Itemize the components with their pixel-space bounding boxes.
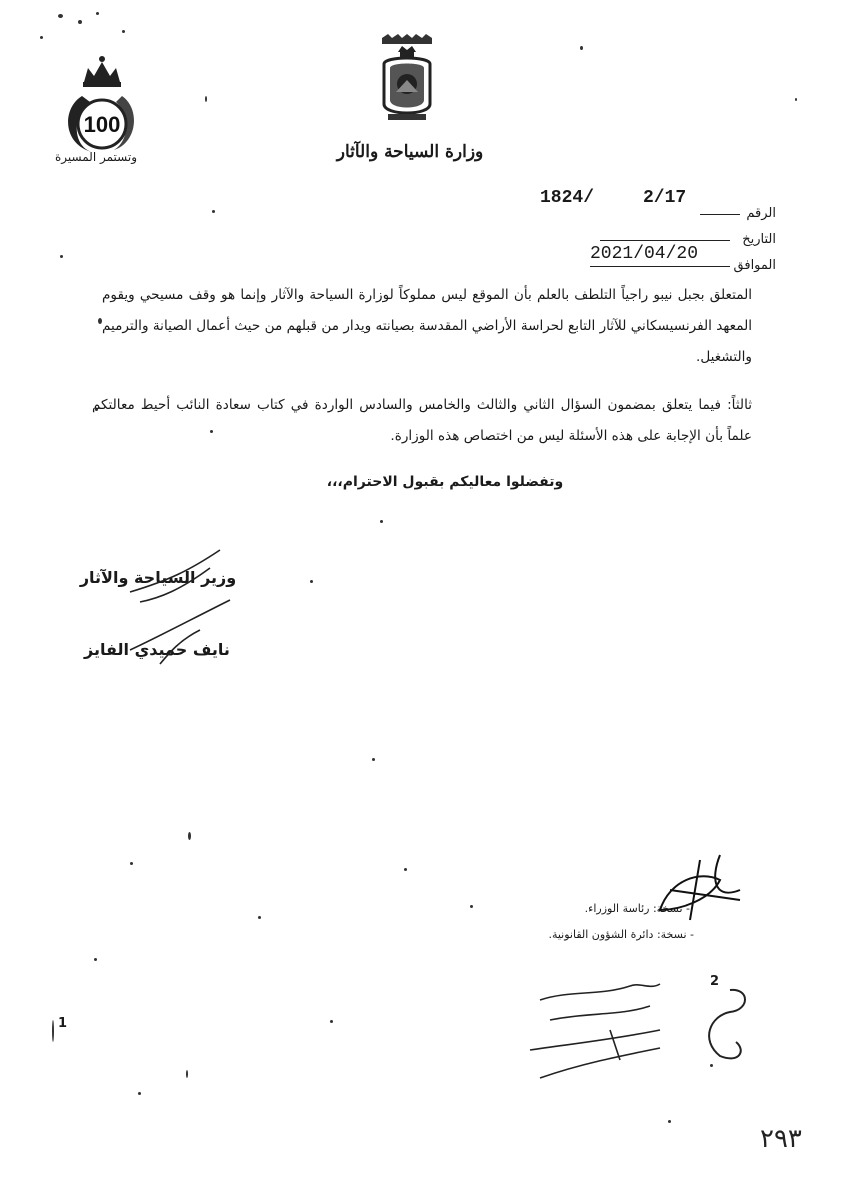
body-paragraph-1: المتعلق بجبل نيبو راجياً التلطف بالعلم بأن الموقع ليس مملوكاً لوزارة السياحة والآثار وإنما هو وقف مسيحي ويقوم المعهد الفرنسيسكاني للآثار التابع لحراسة الأراضي المقدسة بصيانته ويدار من قبلهم من حيث أعمال الصيانة والترميم والتشغيل. — [102, 287, 752, 365]
scan-speck — [138, 1092, 141, 1095]
copy-line-2: - نسخة: دائرة الشؤون القانونية. — [548, 928, 694, 941]
scan-speck — [52, 1020, 54, 1042]
scan-speck — [60, 255, 63, 258]
scan-speck — [470, 905, 473, 908]
scan-speck — [212, 210, 215, 213]
ref-date-label: التاريخ — [742, 232, 776, 247]
scan-speck — [122, 30, 125, 33]
ministry-name: وزارة السياحة والآثار — [336, 142, 484, 162]
ref-number-extra: 2/17 — [643, 188, 687, 208]
ref-number-label: الرقم — [746, 206, 776, 221]
margin-mark-1: 1 — [58, 1016, 68, 1031]
copy-line-1: - نسخة: رئاسة الوزراء. — [584, 902, 690, 915]
ref-corresponding-line — [590, 266, 730, 267]
scan-speck — [96, 12, 99, 15]
handwritten-notes-icon — [510, 960, 770, 1100]
ref-date-line — [600, 240, 730, 241]
scan-speck — [380, 520, 383, 523]
minister-signature-icon — [70, 540, 270, 680]
scan-speck — [330, 1020, 333, 1023]
minister-title: وزير السياحة والآثار — [79, 568, 237, 587]
margin-mark-2: 2 — [710, 974, 720, 989]
page-number: ٢٩٣ — [760, 1124, 802, 1154]
scan-speck — [668, 1120, 671, 1123]
scan-speck — [580, 46, 583, 50]
scan-speck — [205, 96, 207, 102]
svg-text:100: 100 — [83, 112, 121, 137]
scan-speck — [186, 1070, 188, 1078]
body-paragraph-2: ثالثاً: فيما يتعلق بمضمون السؤال الثاني والثالث والخامس والسادس الواردة في كتاب سعادة النائب أحيط معالتكم علماً بأن الإجابة على هذه الأسئلة ليس من اختصاص هذه الوزارة. — [92, 397, 752, 444]
scan-speck — [94, 958, 97, 961]
scan-speck — [188, 832, 191, 840]
centenary-caption: وتستمر المسيرة — [55, 150, 137, 164]
closing-line: وتفضلوا معاليكم بقبول الاحترام،،، — [326, 474, 564, 490]
scan-speck — [372, 758, 375, 761]
scan-speck — [310, 580, 313, 583]
scan-speck — [78, 20, 82, 24]
scan-speck — [58, 14, 63, 18]
scan-speck — [404, 868, 407, 871]
scan-speck — [40, 36, 43, 39]
scan-speck — [130, 862, 133, 865]
coat-of-arms-icon — [378, 34, 436, 126]
scan-speck — [795, 98, 797, 101]
ref-gregorian-date: 2021/04/20 — [590, 244, 699, 264]
ref-corresponding-label: الموافق — [733, 258, 776, 273]
ref-number-line — [700, 214, 740, 215]
minister-name: نايف حميدي الفايز — [84, 640, 230, 659]
scan-speck — [258, 916, 261, 919]
initials-signature-icon — [640, 850, 750, 930]
ref-number-value: 1824/ — [540, 188, 595, 208]
